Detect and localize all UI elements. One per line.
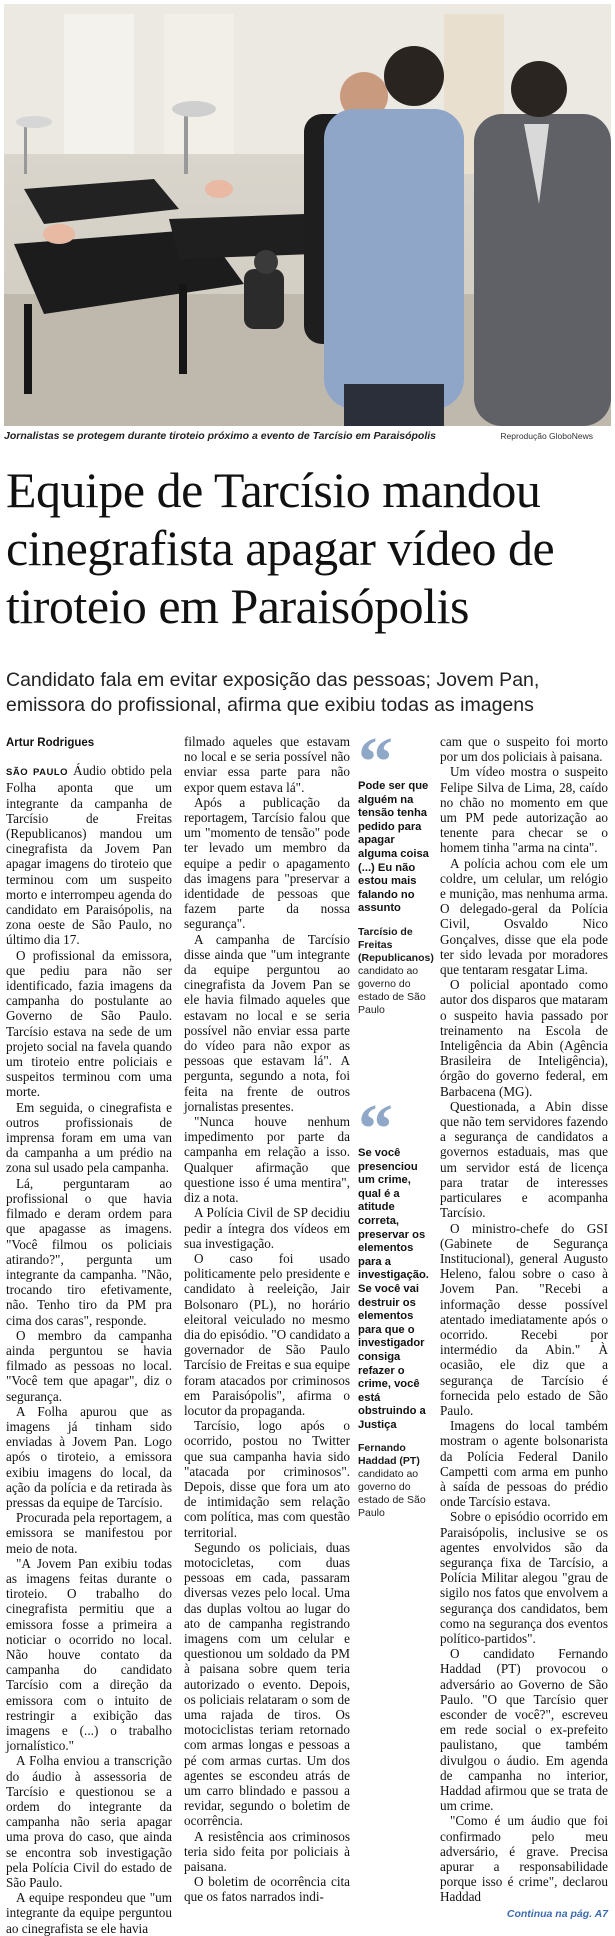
quote-mark-icon xyxy=(358,1105,432,1143)
paragraph: O profissional da emissora, que pediu para não ser identificado, fazia imagens da campanha do postulante ao Governo de São Paulo. Tarcísio estava na sede de um projeto social na favela quando um tiroteio entre policiais e suspeitos terminou com uma morte. xyxy=(6,947,172,1100)
continued-line[interactable] xyxy=(440,1905,608,1922)
paragraph: O policial apontado como autor dos disparos que mataram o suspeito havia passado por treinamento na Escola de Inteligência da Abin (Agência Brasileira de Inteligência), órgão do governo federal, em Barbacena (MG). xyxy=(440,977,608,1099)
paragraph: Sobre o episódio ocorrido em Paraisópolis, inclusive se os agentes envolvidos são da segurança fixa de Tarcísio, a Polícia Militar alegou "grau de sigilo nos fatos que envolvem a segurança dos candidatos, bem como na segurança dos eventos político-partidos". xyxy=(440,1509,608,1646)
paragraph: O caso foi usado politicamente pelo presidente e candidato à reeleição, Jair Bolsonaro (PL), no horário eleitoral veiculado no mesmo dia do episódio. "O candidato a governador de São Paulo Tarcísio de Freitas e sua equipe foram atacados por criminosos em Paraisópolis", afirma o locutor da propaganda. xyxy=(184,1250,350,1418)
paragraph: cam que o suspeito foi morto por um dos policiais à paisana. xyxy=(440,734,608,765)
paragraph: A Folha enviou a transcrição do áudio à assessoria de Tarcísio e questionou se a ordem do integrante da campanha não seria apagar uma prova do caso, que ainda se encontra sob investigação pela Polícia Civil do estado de São Paulo. xyxy=(6,1753,172,1891)
quote-author: Tarcísio de Freitas (Republicanos) xyxy=(358,925,434,964)
paragraph: A Polícia Civil de SP decidiu pedir a íntegra dos vídeos em sua investigação. xyxy=(184,1205,350,1251)
paragraph: Após a publicação da reportagem, Tarcísio falou que um "momento de tensão" pode ter levado um membro da equipe a pedir o apagamento das imagens para "preservar a identidade de pessoas que fazem parte da nossa segurança". xyxy=(184,794,350,932)
paragraph: "A Jovem Pan exibiu todas as imagens feitas durante o tiroteio. O trabalho do cinegrafista permitiu que a emissora fosse a primeira a noticiar o ocorrido no local. Não houve contato da campanha do candidato Tarcísio com a direção da emissora com o intuito de restringir a exibição das imagens e (...) o trabalho jornalístico." xyxy=(6,1555,172,1754)
pull-quote-1 xyxy=(358,738,432,1017)
paragraph: Procurada pela reportagem, a emissora se manifestou por meio de nota. xyxy=(6,1510,172,1556)
paragraph: Lá, perguntaram ao profissional o que havia filmado e deram ordem para que apagasse as imagens. "Você filmou os policiais atirando?", pergunta um integrante da campanha. "Não, trocando tiro efetivamente, não. Tenho tiro da PM pra cima dos caras", responde. xyxy=(6,1175,172,1328)
paragraph: Questionada, a Abin disse que não tem servidores fazendo a segurança de candidatos a governos estaduais, mas que um servidor está de licença para tratar de interesses particulares e acompanha Tarcísio. xyxy=(440,1098,608,1221)
dateline: SÃO PAULO xyxy=(6,767,69,779)
headline: Equipe de Tarcísio mandou cinegrafista apagar vídeo de tiroteio em Paraisópolis xyxy=(6,462,555,634)
deck: Candidato fala em evitar exposição das pessoas; Jovem Pan, emissora do profissional, afirma que exibiu todas as imagens xyxy=(6,669,540,716)
photo-credit: Reprodução GloboNews xyxy=(500,431,593,441)
paragraph: O boletim de ocorrência cita que os fatos narrados indi- xyxy=(184,1874,350,1905)
paragraph: "Como é um áudio que foi confirmado pelo meu adversário, é grave. Precisa apurar a responsabilidade porque isso é crime", declarou Haddad xyxy=(440,1813,608,1905)
paragraph: Um vídeo mostra o suspeito Felipe Silva de Lima, 28, caído no chão no momento em que um PM pede autorização ao tenente para checar se o homem tinha "arma na cinta". xyxy=(440,764,608,856)
quote-mark-icon xyxy=(358,738,432,776)
continued-link[interactable]: Continua na pág. A7 xyxy=(506,1907,608,1920)
paragraph: O membro da campanha ainda perguntou se havia filmado as pessoas no local. "Você tem que apagar", diz o segurança. xyxy=(6,1327,172,1404)
quote-text: Se você presenciou um crime, qual é a atitude correta, preservar os elementos para a investigação. Se você vai destruir os elementos para que o investigador consiga refazer o crime, você está obstruindo a Justiça xyxy=(358,1147,429,1431)
column-4 xyxy=(440,734,608,1922)
paragraph: O candidato Fernando Haddad (PT) provocou o adversário ao Governo de São Paulo. "O que Tarcísio quer esconder de você?", escreveu em rede social o ex-prefeito paulistano, que também divulgou o áudio. Em agenda de campanha no interior, Haddad afirmou que se trata de um crime. xyxy=(440,1646,608,1814)
paragraph: A equipe respondeu que "um integrante da equipe perguntou ao cinegrafista se ele havia xyxy=(6,1890,172,1936)
paragraph: O ministro-chefe do GSI (Gabinete de Segurança Institucional), general Augusto Heleno, falou sobre o caso à Jovem Pan. "Recebi a informação desse possível atentado imediatamente após o ocorrido. Recebi por intermédio da Abin." À ocasião, ele diz que a segurança de Tarcísio é fornecida pelo estado de São Paulo. xyxy=(440,1220,608,1418)
caption-text: Jornalistas se protegem durante tiroteio próximo a evento de Tarcísio em Paraisópolis xyxy=(4,430,436,442)
paragraph: A Folha apurou que as imagens já tinham sido enviadas à Jovem Pan. Logo após o tiroteio, a emissora exibiu imagens do local, da ação da polícia e da retirada às pressas da equipe de Tarcísio. xyxy=(6,1403,172,1510)
paragraph: Segundo os policiais, duas motocicletas, com duas pessoas em cada, passaram diversas vezes pelo local. Uma das duplas voltou ao lugar do ato de campanha registrando imagens com um celular e questionou um soldado da PM à paisana sobre quem teria autorizado o evento. Depois, os policiais relataram o som de uma rajada de tiros. Os motociclistas teriam retornado com armas longas e pessoas a pé com armas curtas. Um dos agentes se escondeu atrás de um carro blindado e passou a revidar, segundo o boletim de ocorrência. xyxy=(184,1539,350,1829)
quote-author: Fernando Haddad (PT) xyxy=(358,1442,420,1468)
pull-quote-2 xyxy=(358,1105,432,1520)
quote-text: Pode ser que alguém na tensão tenha pedido para apagar alguma coisa (...) Eu não estou mais falando no assunto xyxy=(358,780,429,915)
news-photo xyxy=(4,4,611,426)
paragraph: Em seguida, o cinegrafista e outros profissionais de imprensa foram em uma van da campanha a um prédio na zona sul usado pela campanha. xyxy=(6,1099,172,1176)
paragraph: filmado aqueles que estavam no local e se seria possível não enviar essa parte para não expor quem estava lá". xyxy=(184,734,350,795)
paragraph: A campanha de Tarcísio disse ainda que "um integrante da equipe perguntou ao cinegrafista da Jovem Pan se ele havia filmado aqueles que estavam no local e se seria possível não enviar essa parte do vídeo para não expor as pessoas que estavam lá". A pergunta, segundo a nota, foi feita na frente de outros jornalistas presentes. xyxy=(184,931,350,1114)
paragraph: A polícia achou com ele um coldre, um celular, um relógio e munição, mas nenhuma arma. O delegado-geral da Polícia Civil, Osvaldo Nico Gonçalves, disse que ela pode ter sido levada por moradores que tentaram resgatar Lima. xyxy=(440,855,608,978)
paragraph: SÃO PAULO Áudio obtido pela Folha aponta que um integrante da campanha de Tarcísio de Freitas (Republicanos) mandou um cinegrafista da Jovem Pan apagar imagens do tiroteio que terminou com um suspeito morto e interrompeu agenda do candidato em Paraisópolis, na zona oeste de São Paulo, no último dia 17. xyxy=(6,763,172,948)
paragraph: Tarcísio, logo após o ocorrido, postou no Twitter que sua campanha havia sido "atacada por criminosos". Depois, disse que fora um ato de intimidação sem relação com política, mas com questão territorial. xyxy=(184,1418,350,1540)
paragraph: A resistência aos criminosos teria sido feita por policiais à paisana. xyxy=(184,1828,350,1875)
byline: Artur Rodrigues xyxy=(6,737,95,749)
column-1 xyxy=(6,736,172,1936)
quote-role: candidato ao governo do estado de São Paulo xyxy=(358,1468,426,1520)
column-2 xyxy=(184,734,350,1905)
paragraph: "Nunca houve nenhum impedimento por parte da campanha em relação a isso. Qualquer afirmação que questione isso é uma mentira", diz a nota. xyxy=(184,1114,350,1206)
quote-role: candidato ao governo do estado de São Paulo xyxy=(358,964,426,1016)
paragraph: Imagens do local também mostram o agente bolsonarista da Polícia Federal Danilo Campetti com arma em punho à saída de pessoas do prédio onde Tarcísio estava. xyxy=(440,1418,608,1510)
photo-caption xyxy=(4,430,611,446)
